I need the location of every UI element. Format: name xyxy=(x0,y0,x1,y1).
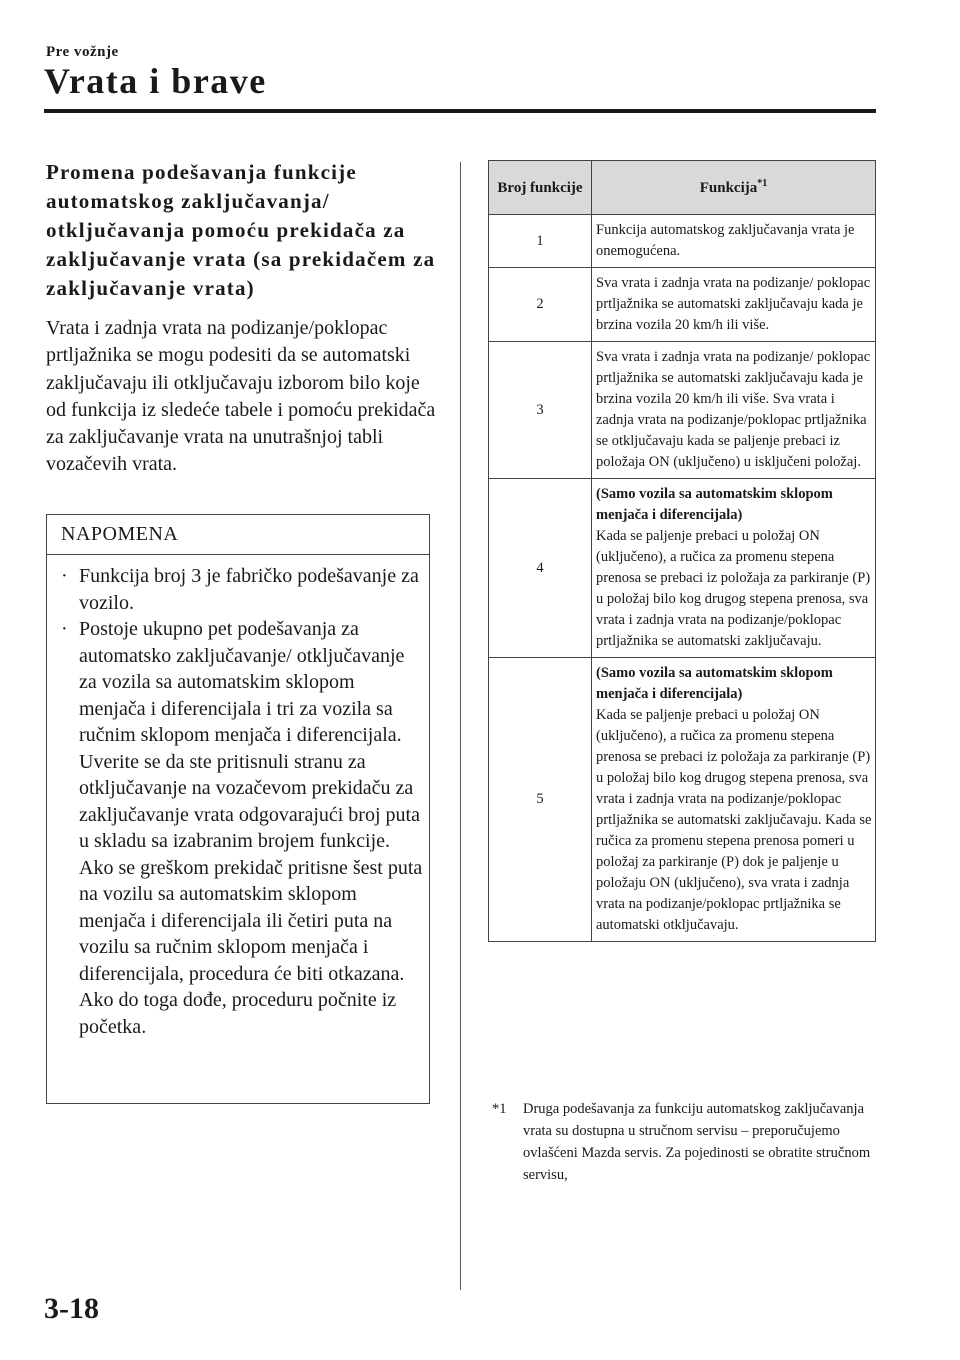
title-divider xyxy=(44,109,876,113)
table-row xyxy=(489,479,876,658)
table-row xyxy=(489,215,876,268)
header-function-number: Broj funkcije xyxy=(489,161,592,215)
function-description-cell xyxy=(592,342,876,479)
function-number-cell: 5 xyxy=(489,658,592,942)
page-number: 3-18 xyxy=(44,1292,99,1325)
function-condition: (Samo vozila sa automatskim sklopom menjača i diferencijala) xyxy=(596,665,833,702)
function-number-cell: 1 xyxy=(489,215,592,268)
function-description: Kada se paljenje prebaci u položaj ON (uključeno), a ručica za promenu stepena prenosa se prebaci iz položaja za parkiranje (P) u položaj bilo kog drugog stepena prenosa, sva vrata i zadnja vrata na podizanje/poklopac prtljažnika se automatski zaključavaju. Kada se ručica za promenu stepena prenosa pomeri u položaj za parkiranje (P) dok je paljenje u položaju ON (uključeno), sva vrata i zadnja vrata na podizanje/poklopac prtljažnika se automatski otključavaju. xyxy=(596,707,872,933)
function-description: Sva vrata i zadnja vrata na podizanje/ poklopac prtljažnika se automatski zaključavaju kada je brzina vozila 20 km/h ili više. xyxy=(596,275,871,333)
note-item-text: Funkcija broj 3 je fabričko podešavanje za vozilo. xyxy=(79,565,419,614)
footnote xyxy=(488,1098,873,1186)
column-divider xyxy=(460,162,461,1290)
note-item xyxy=(61,616,423,1040)
note-item xyxy=(61,563,423,616)
note-title: NAPOMENA xyxy=(47,515,429,555)
function-number-cell: 3 xyxy=(489,342,592,479)
page-title: Vrata i brave xyxy=(44,61,267,101)
left-column xyxy=(46,158,436,479)
function-number-cell: 2 xyxy=(489,268,592,342)
bullet-icon: · xyxy=(61,565,68,587)
intro-paragraph: Vrata i zadnja vrata na podizanje/poklopac prtljažnika se mogu podesiti da se automatski zaključavaju ili otključavaju izborom bilo koje od funkcija iz sledeće tabele i pomoću prekidača za zaključavanje vrata na unutrašnjoj tabli vozačevih vrata. xyxy=(46,317,436,476)
function-number-cell: 4 xyxy=(489,479,592,658)
function-condition: (Samo vozila sa automatskim sklopom menjača i diferencijala) xyxy=(596,486,833,523)
note-box xyxy=(46,514,430,1104)
header-function-sup: *1 xyxy=(757,177,768,189)
function-description-cell xyxy=(592,479,876,658)
function-description: Kada se paljenje prebaci u položaj ON (uključeno), a ručica za promenu stepena prenosa se prebaci iz položaja za parkiranje (P) u položaj bilo kog drugog stepena prenosa, sva vrata i zadnja vrata na podizanje/poklopac prtljažnika se automatski zaključavaju. xyxy=(596,528,871,649)
table-row xyxy=(489,342,876,479)
footnote-marker: *1 xyxy=(492,1101,507,1117)
function-description-cell xyxy=(592,215,876,268)
table-header-row xyxy=(489,161,876,215)
breadcrumb: Pre vožnje xyxy=(46,44,119,60)
section-heading: Promena podešavanja funkcije automatskog zaključavanja/ otključavanja pomoću prekidača za zaključavanje vrata (sa prekidačem za zaključavanje vrata) xyxy=(46,160,436,300)
note-list xyxy=(47,555,429,1040)
header-function-label: Funkcija xyxy=(699,179,758,196)
function-description-cell xyxy=(592,268,876,342)
function-description: Sva vrata i zadnja vrata na podizanje/ poklopac prtljažnika se automatski zaključavaju kada je brzina vozila 20 km/h ili više. Sva vrata i zadnja vrata na podizanje/poklopac prtljažnika se otključavaju kada se paljenje prebaci iz položaja ON (uključeno) u isključeni položaj. xyxy=(596,349,871,470)
footnote-text: Druga podešavanja za funkciju automatskog zaključavanja vrata su dostupna u stručnom servisu – preporučujemo ovlašćeni Mazda servis. Za pojedinosti se obratite stručnom servisu, xyxy=(523,1101,871,1183)
table-row xyxy=(489,658,876,942)
note-item-text: Postoje ukupno pet podešavanja za automatsko zaključavanje/ otključavanje za vozila sa automatskim sklopom menjača i diferencijala i tri za vozila sa ručnim sklopom menjača i diferencijala. Uverite se da ste pritisnuli stranu za otključavanje na vozačevom prekidaču za zaključavanje vrata odgovarajući broj puta u skladu sa izabranim brojem funkcije. Ako se greškom prekidač pritisne šest puta na vozilu sa automatskim sklopom menjača i diferencijala ili četiri puta na vozilu sa ručnim sklopom menjača i diferencijala, procedura će biti otkazana. Ako do toga dođe, proceduru počnite iz početka. xyxy=(79,618,423,1038)
function-table xyxy=(488,160,876,942)
header-function xyxy=(592,161,876,215)
bullet-icon: · xyxy=(61,618,68,640)
table-row xyxy=(489,268,876,342)
function-description: Funkcija automatskog zaključavanja vrata je onemogućena. xyxy=(596,222,855,259)
function-description-cell xyxy=(592,658,876,942)
